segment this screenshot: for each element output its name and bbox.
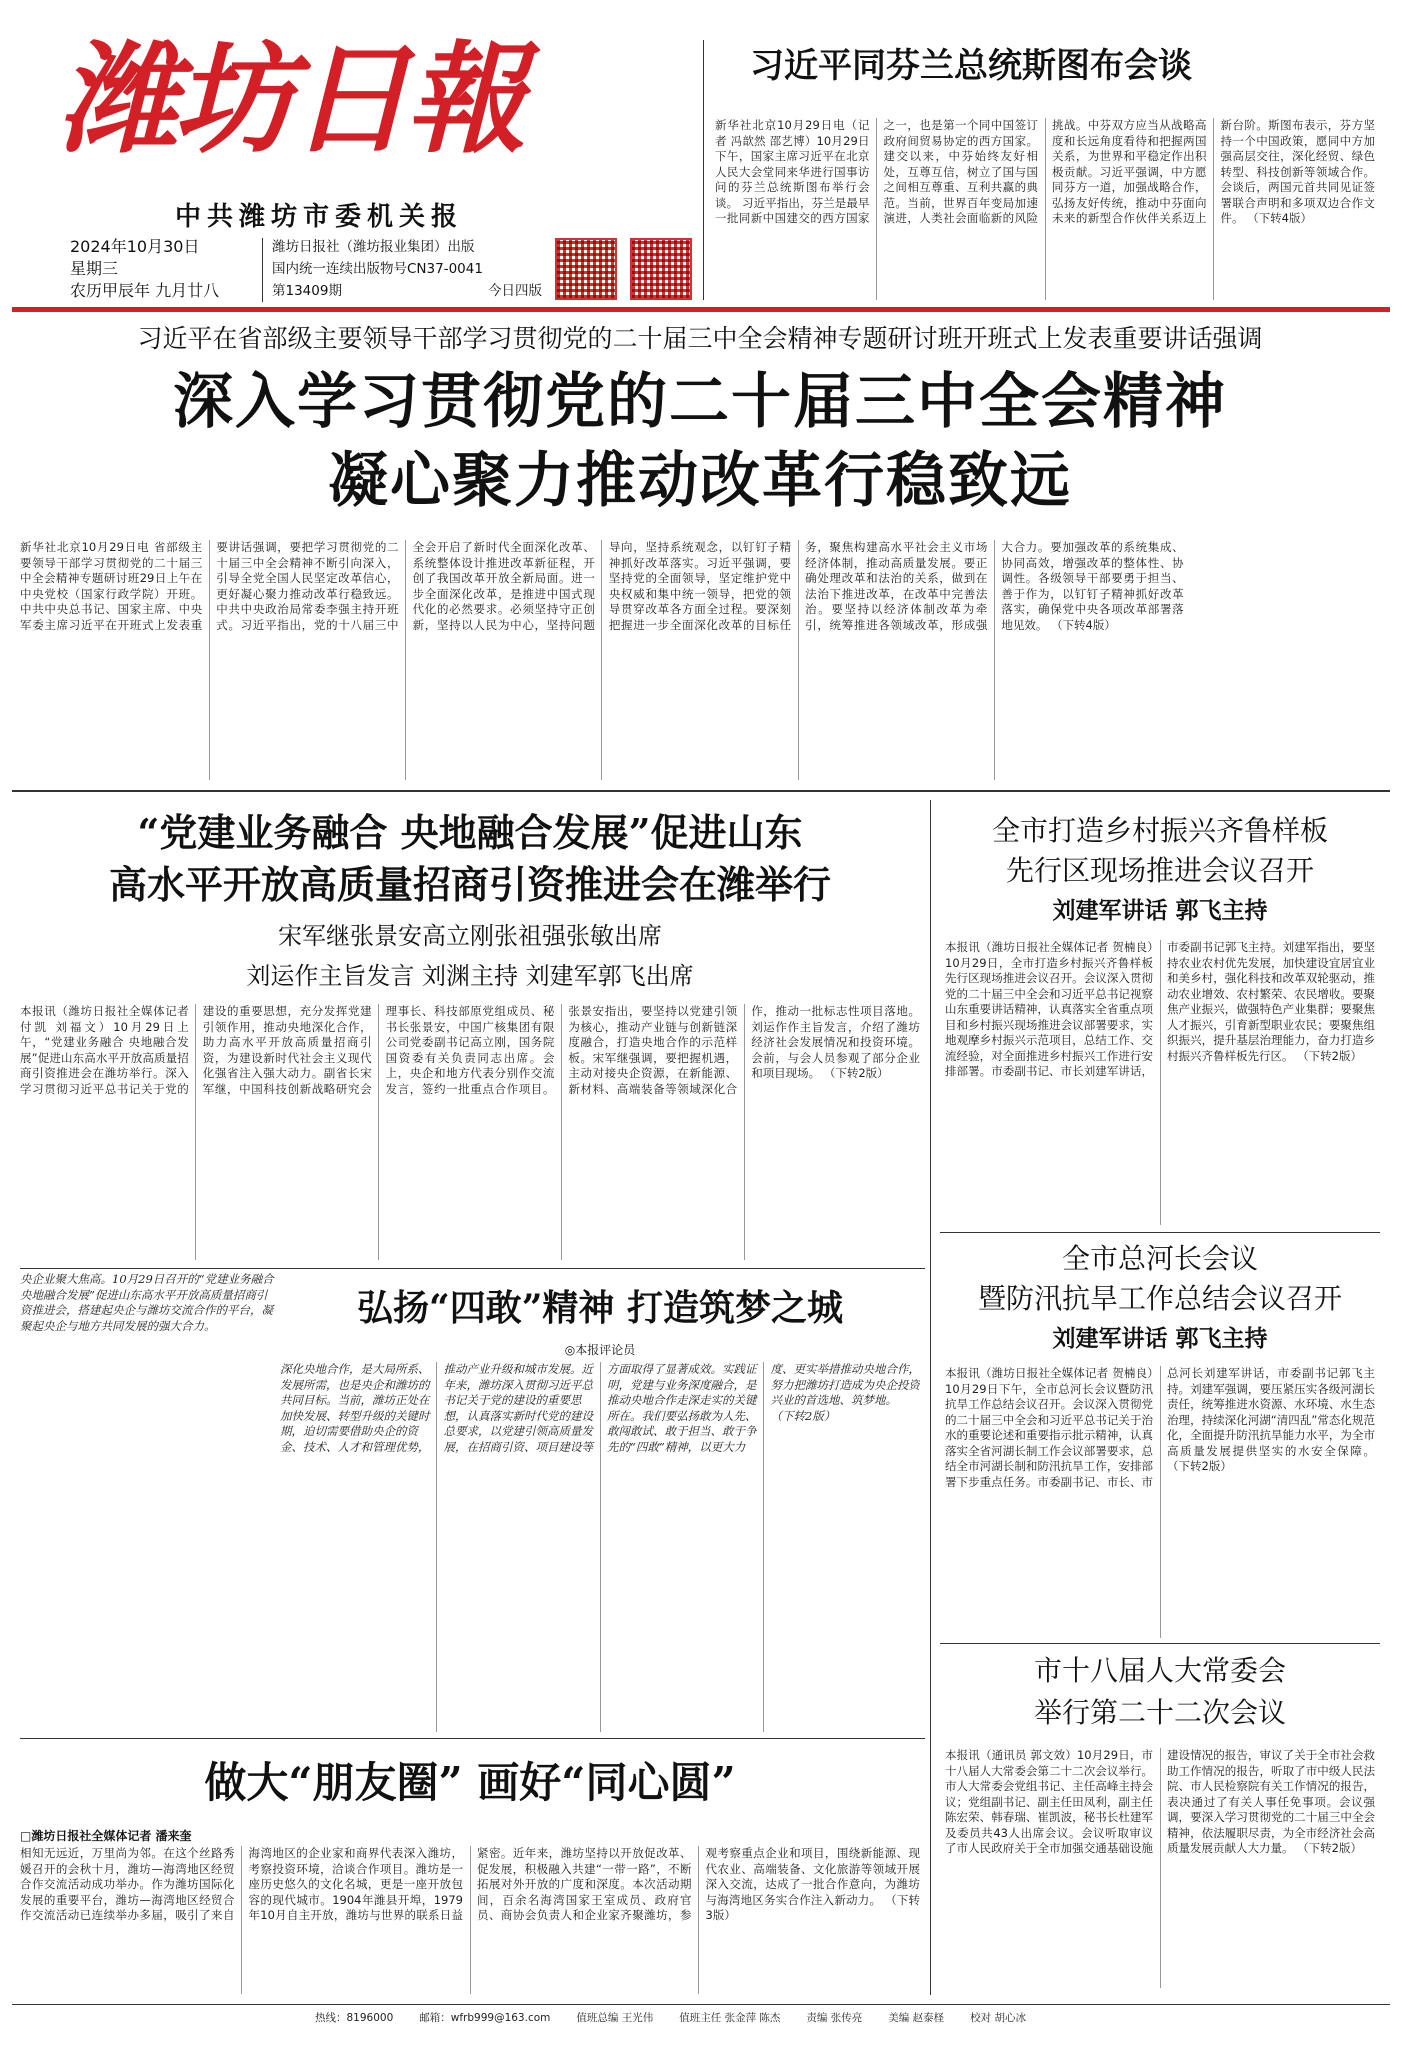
commentary-headline: 弘扬“四敢”精神 打造筑梦之城 — [357, 1287, 843, 1329]
continued-note: （下转2版） — [1297, 1048, 1362, 1063]
invest-story-body — [20, 1004, 920, 1260]
section-rule — [940, 1643, 1380, 1644]
lead-story-body — [20, 540, 1380, 780]
rural-subhead: 刘建军讲话 郭飞主持 — [1052, 898, 1268, 924]
footer-proofreader: 校对 胡心冰 — [970, 2012, 1026, 2024]
continued-note: （下转2版） — [1297, 1841, 1362, 1855]
rural-headline-1: 全市打造乡村振兴齐鲁样板 — [991, 814, 1328, 847]
commentary-text: 深化央地合作，是大局所系、发展所需，也是央企和潍坊的共同目标。当前，潍坊正处在加快发展、转型升级的关键时期，迫切需要借助央企的资金、技术、人才和管理优势，推动产业升级和城市发展。近年来，潍坊深入贯彻习近平总书记关于党的建设的重要思想，认真落实新时代党的建设总要求，以党建引领高质量发展，在招商引资、项目建设等方面取得了显著成效。实践证明，党建与业务深度融合，是推动央地合作走深走实的关键所在。我们要弘扬敢为人先、敢闯敢试、敢于担当、敢于争先的“四敢”精神，以更大力度、更实举措推动央地合作，努力把潍坊打造成为央企投资兴业的首选地、筑梦地。 — [280, 1362, 920, 1454]
footer-editor-duty: 值班主任 张金萍 陈杰 — [679, 2012, 781, 2024]
feature-byline: □潍坊日报社全媒体记者 潘来奎 — [20, 1829, 192, 1843]
right-column-divider — [930, 800, 931, 1995]
lead-story-text: 新华社北京10月29日电 省部级主要领导干部学习贯彻党的二十届三中全会精神专题研讨班29日上午在中央党校（国家行政学院）开班。中共中央总书记、国家主席、中央军委主席习近平在开班式上发表重要讲话强调，要把学习贯彻党的二十届三中全会精神不断引向深入，引导全党全国人民坚定改革信心，更好凝心聚力推动改革行稳致远。中共中央政治局常委李强主持开班式。习近平指出，党的十八届三中全会开启了新时代全面深化改革、系统整体设计推进改革新征程，开创了我国改革开放全新局面。进一步全面深化改革，是推进中国式现代化的必然要求。必须坚持守正创新，坚持以人民为中心，坚持问题导向，坚持系统观念，以钉钉子精神抓好改革落实。习近平强调，要坚持党的全面领导，坚定维护党中央权威和集中统一领导，把党的领导贯穿改革各方面全过程。要深刻把握进一步全面深化改革的目标任务，聚焦构建高水平社会主义市场经济体制，推动高质量发展。要正确处理改革和法治的关系，做到在法治下推进改革，在改革中完善法治。要坚持以经济体制改革为牵引，统筹推进各领域改革，形成强大合力。要加强改革的系统集成、协同高效，增强改革的整体性、协调性。各级领导干部要勇于担当、善于作为，以钉钉子精神抓好改革落实，确保党中央各项改革部署落地见效。 — [20, 540, 1184, 632]
top-story-lead: 新华社北京10月29日电（记者 冯歆然 邵艺博）10月29日下午，国家主席习近平在北京人民大会堂同来华进行国事访问的芬兰总统斯图布举行会谈。 — [715, 118, 870, 210]
rural-story-body — [945, 940, 1375, 1225]
issue-date: 2024年10月30日 — [70, 237, 200, 256]
continued-note: （下转2版） — [770, 1408, 836, 1423]
footer-rule — [12, 2004, 1390, 2005]
commentary-lead — [20, 1430, 275, 1730]
issue-weekday: 星期三 — [70, 259, 119, 278]
feature-text: 相知无远近，万里尚为邻。在这个丝路秀媛召开的会秋十月，潍坊—海湾地区经贸合作交流活动成功举办。作为潍坊国际化发展的重要平台，潍坊—海湾地区经贸合作交流活动已连续举办多届，吸引了来自海湾地区的企业家和商界代表深入潍坊，考察投资环境，洽谈合作项目。潍坊是一座历史悠久的文化名城，更是一座开放包容的现代城市。1904年潍县开埠，1979年10月自主开放，潍坊与世界的联系日益紧密。近年来，潍坊坚持以开放促改革、促发展，积极融入共建“一带一路”，不断拓展对外开放的广度和深度。本次活动期间，百余名海湾国家王室成员、政府官员、商协会负责人和企业家齐聚潍坊，参观考察重点企业和项目，围绕新能源、现代农业、高端装备、文化旅游等领域开展深入交流，达成了一批合作意向，为潍坊与海湾地区务实合作注入新动力。 — [20, 1846, 920, 1922]
footer-editor: 责编 张传亮 — [806, 2012, 863, 2024]
footer-bar — [315, 2010, 1295, 2025]
publication-info — [272, 236, 542, 302]
top-story-text: 习近平指出，芬兰是最早一批同新中国建交的西方国家之一，也是第一个同中国签订政府间贸易协定的西方国家。建交以来，中芬始终友好相处，互尊互信，树立了国与国之间相互尊重、互利共赢的典范。当前，世界百年变局加速演进，人类社会面临新的风险挑战。中芬双方应当从战略高度和长远角度看待和把握两国关系，为世界和平稳定作出积极贡献。习近平强调，中方愿同芬方一道，加强战略合作，弘扬友好传统，推动中芬面向未来的新型合作伙伴关系迈上新台阶。斯图布表示，芬方坚持一个中国政策，愿同中方加强高层交往，深化经贸、绿色转型、科技创新等领域合作。会谈后，两国元首共同见证签署联合声明和多项双边合作文件。 — [715, 118, 1375, 225]
rural-story-text: 本报讯（潍坊日报社全媒体记者 贺楠良）10月29日，全市打造乡村振兴齐鲁样板先行区现场推进会议召开。会议深入贯彻党的二十届三中全会和习近平总书记视察山东重要讲话精神，认真落实全省重点项目和乡村振兴现场推进会议部署要求，实地观摩乡村振兴示范项目，总结工作、交流经验，对全面推进乡村振兴工作进行安排部署。市委副书记、市长刘建军讲话，市委副书记郭飞主持。刘建军指出，要坚持农业农村优先发展，加快建设宜居宜业和美乡村，强化科技和改革双轮驱动，推动农业增效、农村繁荣、农民增收。要聚焦产业振兴，做强特色产业集群；要聚焦人才振兴，引育新型职业农民；要聚焦组织振兴，提升基层治理能力，奋力打造乡村振兴齐鲁样板先行区。 — [945, 940, 1375, 1078]
section-rule — [20, 1738, 925, 1739]
feature-body — [20, 1846, 920, 1994]
npc-headline-1: 市十八届人大常委会 — [1033, 1654, 1286, 1687]
footer-phone: 热线：8196000 — [315, 2012, 394, 2024]
rural-headline-2: 先行区现场推进会议召开 — [1005, 854, 1314, 887]
invest-headline-2: 高水平开放高质量招商引资推进会在潍举行 — [108, 862, 831, 907]
section-rule — [20, 1268, 925, 1269]
invest-subhead-2: 刘运作主旨发言 刘渊主持 刘建军郭飞出席 — [246, 962, 694, 990]
invest-headline-1: “党建业务融合 央地融合发展”促进山东 — [137, 810, 803, 855]
photo-caption: 央企业聚大焦高。10月29日召开的“党建业务融合 央地融合发展”促进山东高水平开放高质量招商引资推进会，搭建起央企与潍坊交流合作的平台，凝聚起央企与地方共同发展的强大合力。 — [20, 1272, 274, 1333]
flood-story-text: 本报讯（潍坊日报社全媒体记者 贺楠良）10月29日下午，全市总河长会议暨防汛抗旱工作总结会议召开。会议深入贯彻党的二十届三中全会和习近平总书记关于治水的重要论述和重要指示批示精神，认真落实全省河湖长制工作会议部署要求，总结全市河湖长制和防汛抗旱工作，安排部署下步重点任务。市委副书记、市长、市总河长刘建军讲话，市委副书记郭飞主持。刘建军强调，要压紧压实各级河湖长责任，统筹推进水资源、水环境、水生态治理，持续深化河湖“清四乱”常态化规范化，全面提升防汛抗旱能力水平，为全市高质量发展提供坚实的水安全保障。 — [945, 1366, 1375, 1489]
masthead-title: 潍坊日報 — [58, 29, 522, 170]
qr-code-icon[interactable] — [555, 238, 617, 300]
commentary-body — [280, 1362, 920, 1732]
commentary-byline: ◎本报评论员 — [564, 1343, 636, 1357]
page-count: 今日四版 — [488, 283, 542, 299]
masthead-red-rule — [12, 307, 1390, 312]
continued-note: （下转3版） — [705, 1892, 920, 1922]
top-column-divider — [703, 40, 704, 300]
publisher: 潍坊日报社（潍坊报业集团）出版 — [272, 239, 475, 255]
section-rule — [12, 790, 1390, 792]
invest-subhead-1: 宋军继张景安高立刚张祖强张敏出席 — [278, 922, 662, 950]
invest-story-text: 本报讯（潍坊日报社全媒体记者 付凯 刘福文）10月29日上午，“党建业务融合 央地融合发展”促进山东高水平开放高质量招商引资推进会在潍坊举行。深入学习贯彻习近平总书记关于党的建设的重要思想，充分发挥党建引领作用，推动央地深化合作，助力高水平开放高质量招商引资，为建设新时代社会主义现代化强省注入强大动力。副省长宋军继，中国科技创新战略研究会理事长、科技部原党组成员、秘书长张景安，中国广核集团有限公司党委副书记高立刚，国务院国资委有关负责同志出席。会上，央企和地方代表分别作交流发言，签约一批重点合作项目。张景安指出，要坚持以党建引领为核心，推动产业链与创新链深度融合，打造央地合作的示范样板。宋军继强调，要把握机遇，主动对接央企资源，在新能源、新材料、高端装备等领域深化合作，推动一批标志性项目落地。刘运作作主旨发言，介绍了潍坊经济社会发展情况和投资环境。会前，与会人员参观了部分企业和项目现场。 — [20, 1004, 920, 1096]
npc-story-body — [945, 1748, 1375, 1988]
flood-subhead: 刘建军讲话 郭飞主持 — [1052, 1326, 1268, 1352]
continued-note: （下转2版） — [823, 1066, 889, 1080]
continued-note: （下转4版） — [1051, 617, 1116, 632]
issue-date-block — [70, 236, 260, 302]
flood-story-body — [945, 1366, 1375, 1638]
lead-headline-2: 凝心聚力推动改革行稳致远 — [328, 446, 1072, 516]
issue-lunar-date: 农历甲辰年 九月廿八 — [70, 281, 220, 300]
qr-code-icon[interactable] — [630, 238, 692, 300]
npc-headline-2: 举行第二十二次会议 — [1033, 1696, 1286, 1729]
cn-number: 国内统一连续出版物号CN37-0041 — [272, 261, 483, 277]
top-story-headline: 习近平同芬兰总统斯图布会谈 — [750, 46, 1192, 86]
masthead-subtitle: 中共潍坊市委机关报 — [175, 202, 464, 232]
masthead-divider — [262, 238, 263, 302]
top-story-body — [715, 118, 1375, 300]
footer-email: 邮箱：wfrb999@163.com — [419, 2012, 551, 2024]
flood-headline-2: 暨防汛抗旱工作总结会议召开 — [977, 1282, 1342, 1315]
lead-headline-1: 深入学习贯彻党的二十届三中全会精神 — [173, 367, 1227, 437]
continued-note: （下转2版） — [1167, 1459, 1232, 1473]
section-rule — [940, 1232, 1380, 1233]
issue-number: 第13409期 — [272, 283, 342, 299]
feature-headline: 做大“朋友圈” 画好“同心圆” — [204, 1758, 736, 1807]
continued-note: （下转4版） — [1247, 211, 1312, 225]
footer-editor-chief: 值班总编 王光伟 — [576, 2012, 654, 2024]
footer-designer: 美编 赵泰柽 — [888, 2012, 945, 2024]
npc-story-text: 本报讯（通讯员 郭文效）10月29日，市十八届人大常委会第二十二次会议举行。市人大常委会党组书记、主任高峰主持会议；党组副书记、副主任田凤利，副主任陈宏荣、韩春瑞、崔凯波，秘书长杜建军及委员共43人出席会议。会议听取审议了市人民政府关于全市加强交通基础设施建设情况的报告，审议了关于全市社会救助工作情况的报告，听取了市中级人民法院、市人民检察院有关工作情况的报告，表决通过了有关人事任免事项。会议强调，要深入学习贯彻党的二十届三中全会精神，依法履职尽责，为全市经济社会高质量发展贡献人大力量。 — [945, 1748, 1375, 1855]
lead-kicker: 习近平在省部级主要领导干部学习贯彻党的二十届三中全会精神专题研讨班开班式上发表重要讲话强调 — [137, 324, 1263, 353]
flood-headline-1: 全市总河长会议 — [1061, 1242, 1258, 1275]
